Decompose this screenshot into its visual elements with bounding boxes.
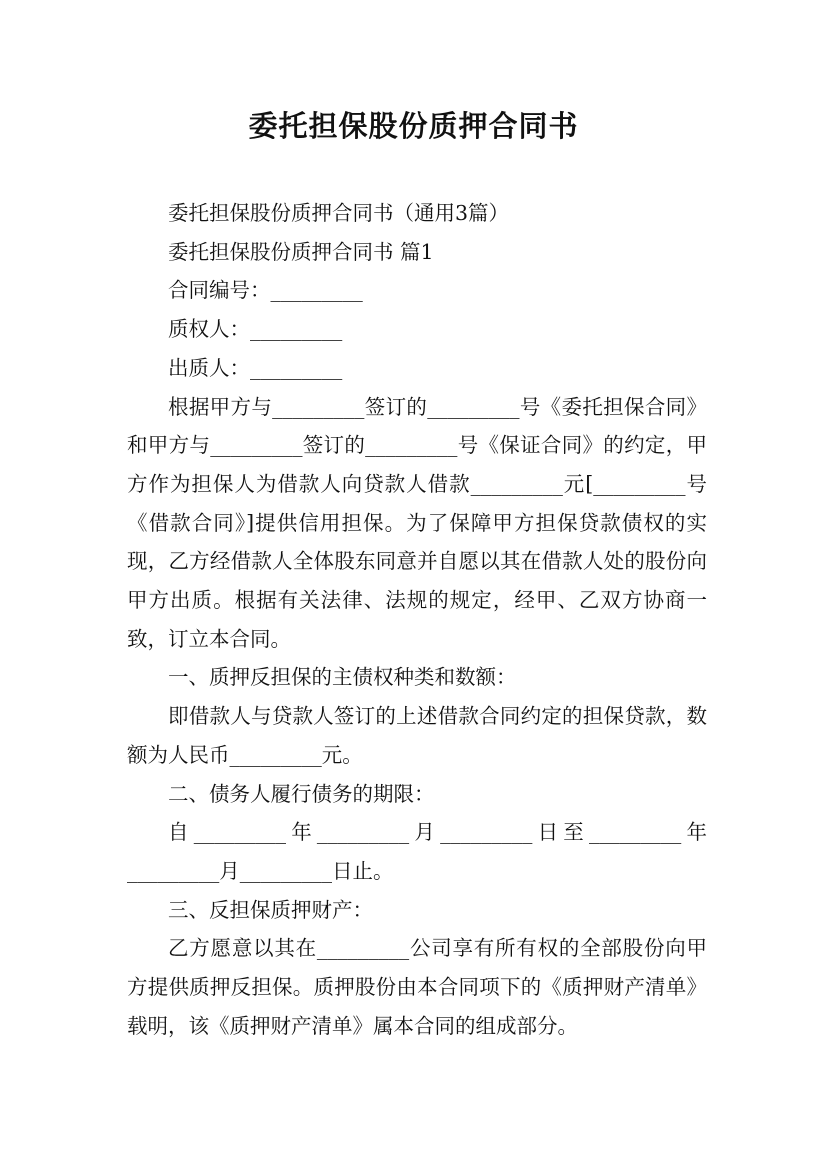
pledgor-line: 出质人：_________ [168, 355, 343, 380]
clause-3-heading: 三、反担保质押财产： [168, 897, 373, 922]
clause-1-text: 即借款人与贷款人签订的上述借款合同约定的担保贷款，数额为人民币_________元。 [127, 704, 707, 767]
clause-1-heading: 一、质押反担保的主债权种类和数额： [168, 665, 517, 690]
clause-2-text: 自_________年_________月_________日至_________年_________月_________日止。 [127, 820, 707, 883]
document-body [127, 194, 707, 1045]
doc-subtitle: 委托担保股份质押合同书（通用3篇） [168, 201, 510, 225]
contract-number-line: 合同编号：_________ [168, 278, 363, 303]
section-heading: 委托担保股份质押合同书 篇1 [168, 239, 434, 264]
preamble-paragraph: 根据甲方与_________签订的_________号《委托担保合同》和甲方与_________签订的_________号《保证合同》的约定，甲方作为担保人为借款人向贷款人借款_________元[_________号《借款合同》]提供信用担保。为了保障甲方担保贷款债权的实现，乙方经借款人全体股东同意并自愿以其在借款人处的股份向甲方出质。根据有关法律、法规的规定，经甲、乙双方协商一致，订立本合同。 [127, 394, 707, 651]
document-title: 委托担保股份质押合同书 [248, 109, 579, 143]
clause-2-heading: 二、债务人履行债务的期限： [168, 781, 435, 806]
clause-3-text: 乙方愿意以其在_________公司享有所有权的全部股份向甲方提供质押反担保。质押股份由本合同项下的《质押财产清单》载明，该《质押财产清单》属本合同的组成部分。 [127, 936, 707, 1038]
pledgee-line: 质权人：_________ [168, 317, 343, 342]
